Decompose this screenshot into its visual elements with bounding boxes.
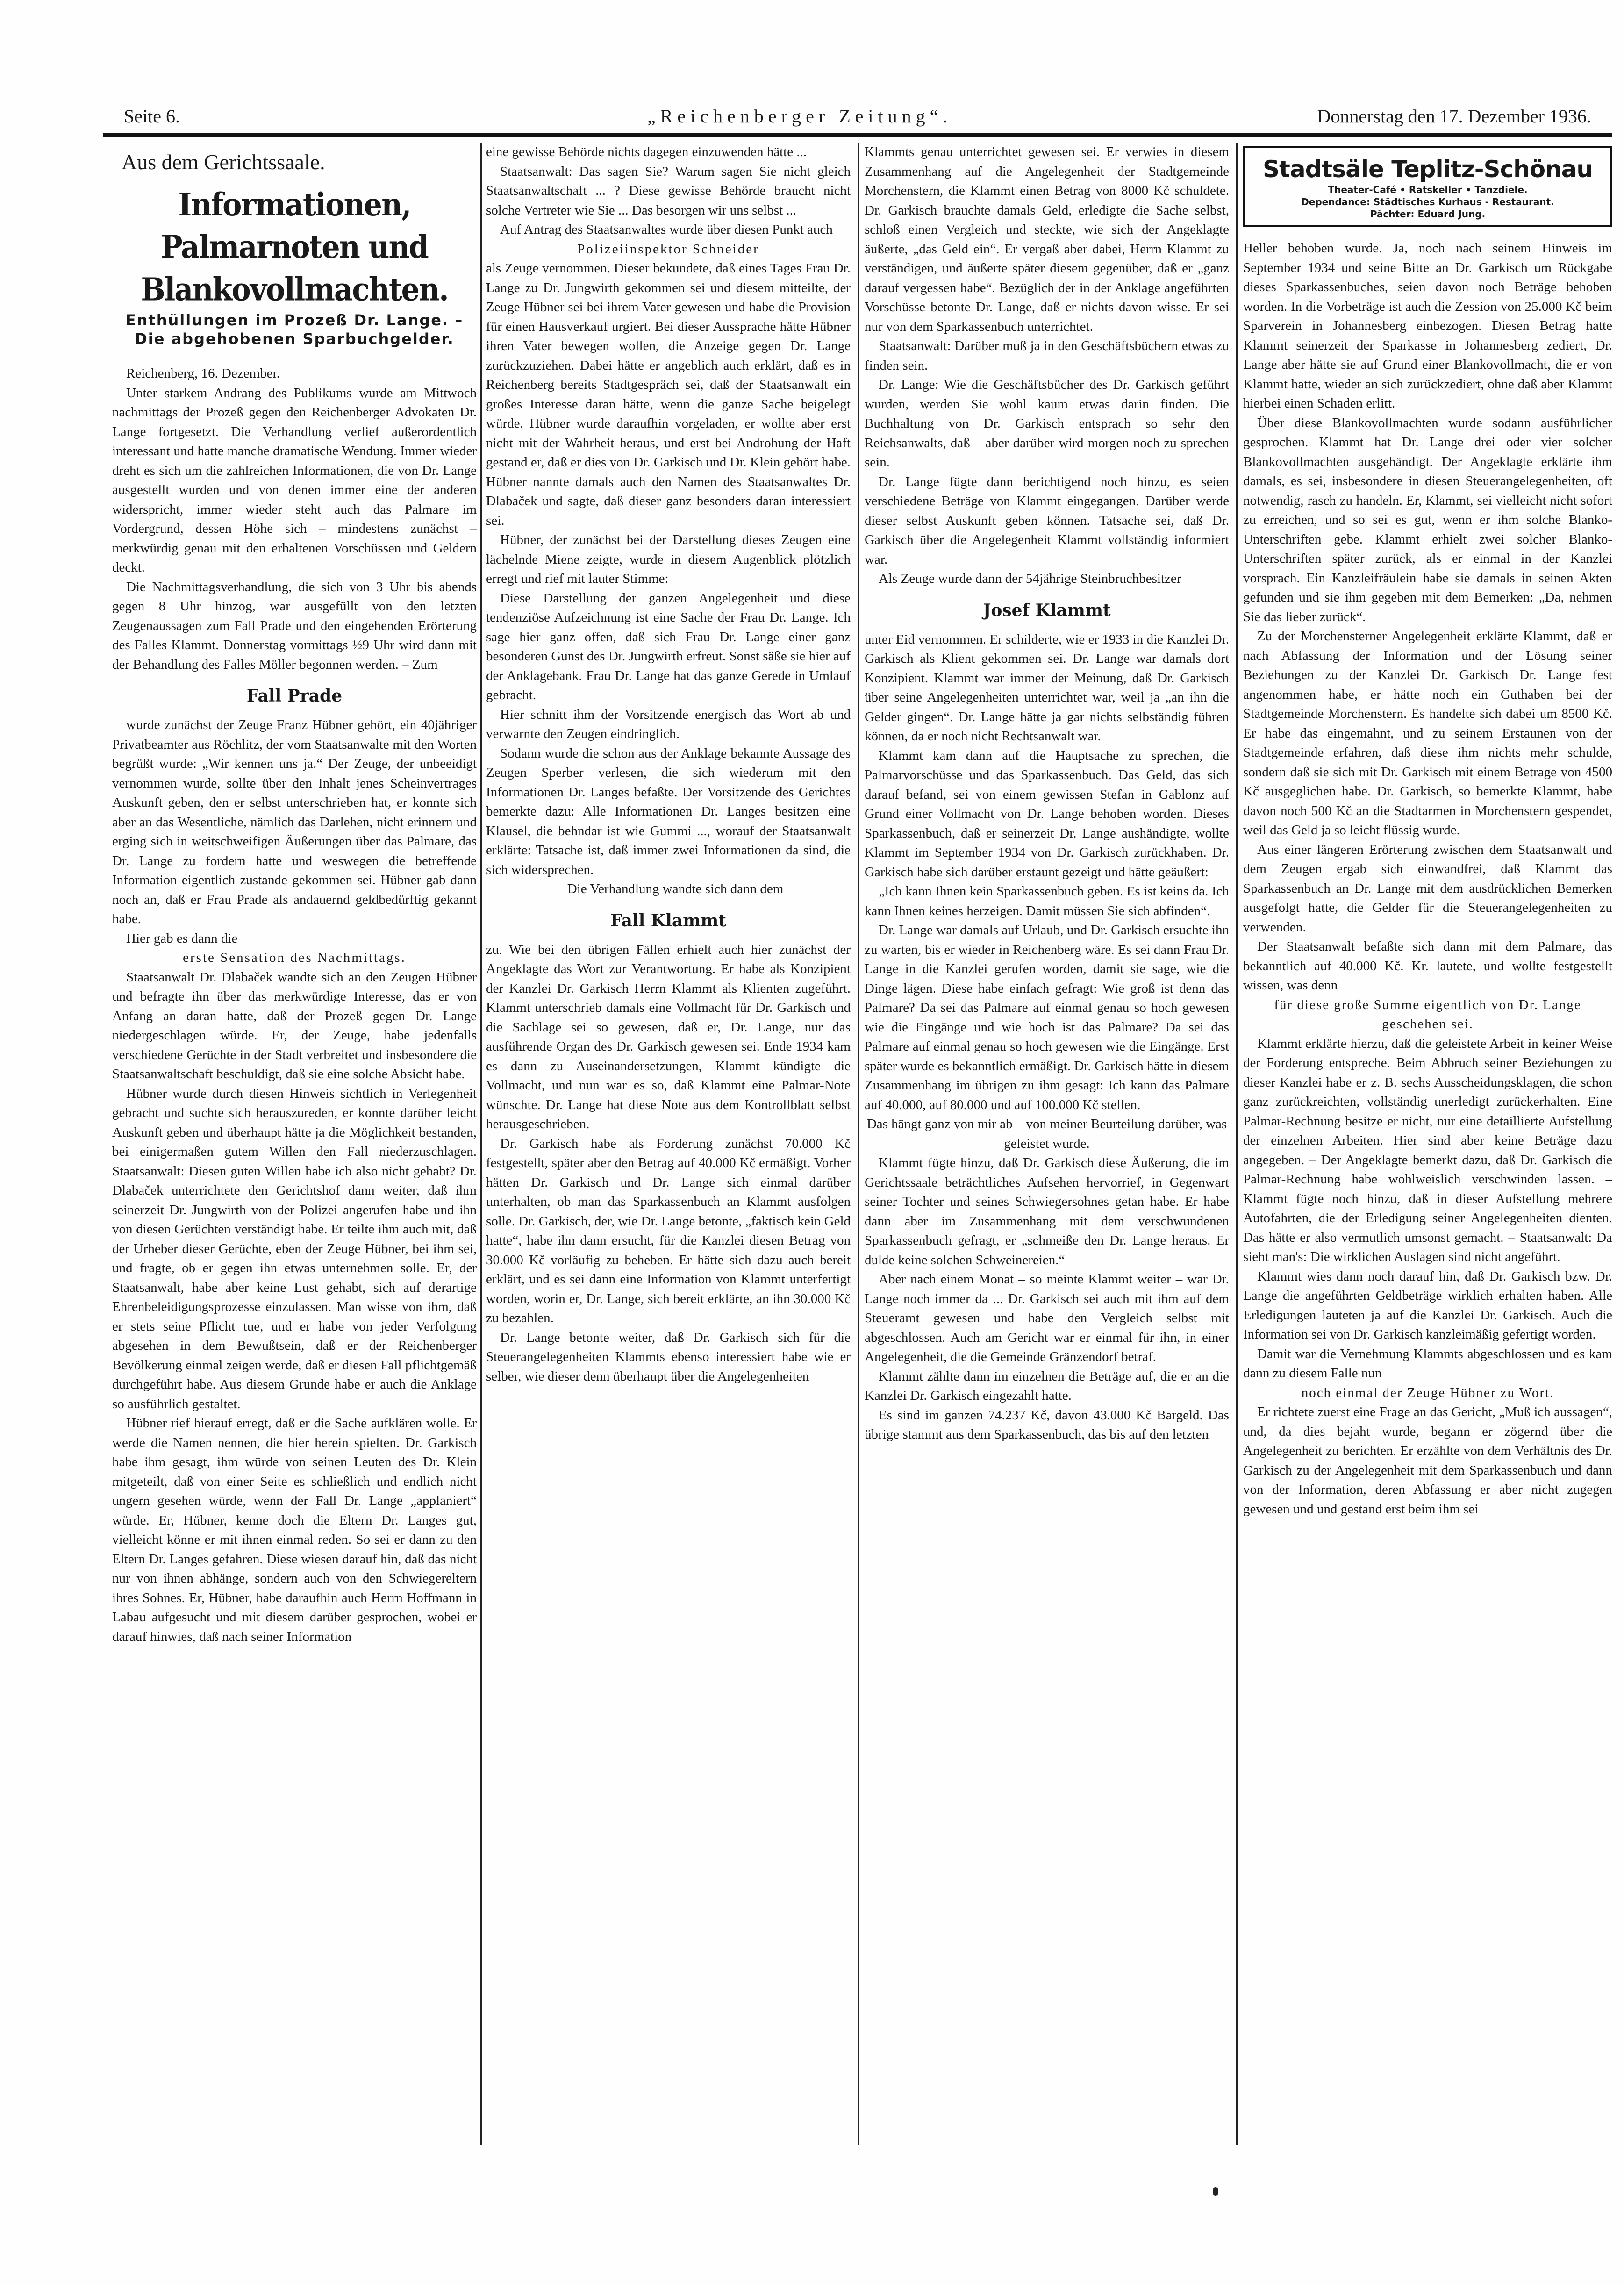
paragraph: Er richtete zuerst eine Frage an das Gericht, „Muß ich aussagen“, und, da dies bejaht wurde, begann er zögernd über die Angelegenheit zu berichten. Er erzählte von dem Verhältnis des Dr. Garkisch zu der Angelegenheit mit dem Sparkassenbuch und dann von der Information, deren Abfassung er aber nicht zugegen gewesen und und gestand erst beim ihm sei bbox=[1243, 1404, 1612, 1517]
paragraph: für diese große Summe eigentlich von Dr. Lange geschehen sei. bbox=[1274, 997, 1581, 1031]
paragraph: Das hängt ganz von mir ab – von meiner Beurteilung darüber, was geleistet wurde. bbox=[866, 1117, 1227, 1151]
paragraph: Über diese Blankovollmachten wurde sodann ausführlicher gesprochen. Klammt hat Dr. Lange drei oder vier solcher Blankovollmachten ausgehändigt. Der Angeklagte erklärte ihm damals, es sei, insbesondere in diesen Steuerangelegenheiten, oft notwendig, rasch zu handeln. Er, Klammt, sei vielleicht nicht sofort zu erreichen, und so sei es gut, wenn er ihm solche Blanko-Unterschriften gebe. Klammt erhielt zwei solcher Blanko-Unterschriften später zurück, als er einmal in der Kanzlei vorsprach. Ein Kanzleifräulein habe sie damals in seinen Akten gefunden und sie ihm gegeben mit dem Bemerken: „Da, nehmen Sie das lieber zurück“. bbox=[1243, 415, 1612, 624]
paragraph: eine gewisse Behörde nichts dagegen einzuwenden hätte ... bbox=[486, 144, 807, 159]
paragraph: Staatsanwalt: Darüber muß ja in den Geschäftsbüchern etwas zu finden sein. bbox=[865, 338, 1229, 373]
page-number: Seite 6. bbox=[124, 106, 180, 127]
paragraph: noch einmal der Zeuge Hübner zu Wort. bbox=[1301, 1385, 1554, 1400]
subheading: Josef Klammt bbox=[983, 600, 1111, 620]
paragraph: Hübner, der zunächst bei der Darstellung dieses Zeugen eine lächelnde Miene zeigte, wurde in diesem Augenblick plötzlich erregt und rief mit lauter Stimme: bbox=[486, 532, 851, 586]
dateline: Reichenberg, 16. Dezember. bbox=[126, 366, 280, 381]
paragraph: Dr. Lange fügte dann berichtigend noch hinzu, es seien verschiedene Beträge von Klammt eingegangen. Darüber werde dieser selbst Auskunft geben können. Tatsache sei, daß Dr. Garkisch über die Angelegenheit Klammt vollständig informiert war. bbox=[865, 474, 1229, 567]
paragraph: zu. Wie bei den übrigen Fällen erhielt auch hier zunächst der Angeklagte das Wort zur Verantwortung. Er habe als Konzipient der Kanzlei Dr. Garkisch Herrn Klammt als Klienten zugeführt. Klammt unterschrieb damals eine Vollmacht für Dr. Garkisch und die Sachlage sei so gewesen, daß er, Dr. Lange, nur das ausführende Organ des Dr. Garkisch gewesen sei. Ende 1934 kam es dann zu Auseinandersetzungen, Klammt kündigte die Vollmacht, und nun war es so, daß Klammt eine Palmar-Note wünschte. Dr. Lange hat diese Note aus dem Kontrollblatt selbst herausgeschrieben. bbox=[486, 942, 851, 1132]
paragraph: Klammt fügte hinzu, daß Dr. Garkisch diese Äußerung, die im Gerichtssaale beträchtliches Aufsehen hervorrief, in Gegenwart seiner Tochter und seines Schwiegersohnes getan habe. Er habe dann aber im Zusammenhang mit dem verschwundenen Sparkassenbuch gefragt, er „schmeiße den Dr. Lange heraus. Er dulde keine solchen Schweinereien.“ bbox=[865, 1155, 1229, 1268]
paragraph: „Ich kann Ihnen kein Sparkassenbuch geben. Es ist keins da. Ich kann Ihnen keines herzeigen. Damit müssen Sie sich abfinden“. bbox=[865, 884, 1229, 918]
paragraph: Klammt wies dann noch darauf hin, daß Dr. Garkisch bzw. Dr. Lange die angeführten Geldbeträge wirklich erhalten haben. Alle Erledigungen lauteten ja auf die Kanzlei Dr. Garkisch. Auch die Information sei von Dr. Garkisch kanzleimäßig gefertigt worden. bbox=[1243, 1268, 1612, 1342]
paragraph: unter Eid vernommen. Er schilderte, wie er 1933 in die Kanzlei Dr. Garkisch als Klient gekommen sei. Dr. Lange war damals dort Konzipient. Klammt war immer der Meinung, daß Dr. Garkisch über seine Angelegenheiten unterrichtet war, weil ja „an ihn die Gelder gingen“. Dr. Lange hätte ja gar nichts selbständig führen können, da er noch nicht Rechtsanwalt war. bbox=[865, 631, 1229, 744]
paragraph: Klammt erklärte hierzu, daß die geleistete Arbeit in keiner Weise der Forderung entspreche. Beim Abbruch seiner Beziehungen zu dieser Kanzlei habe er z. B. sechs Ausscheidungsklagen, die schon ganz zurückreichten, vollständig unerledigt zurückerhalten. Eine Palmar-Rechnung besitze er nicht, nur eine detaillierte Aufstellung der einzelnen Arbeiten. Hier sind aber keine Beträge dazu angegeben. – Der Angeklagte bemerkt dazu, daß Dr. Garkisch die Palmar-Rechnung habe wohlweislich verschwinden lassen. – Klammt fügte noch hinzu, daß in dieser Aufstellung mehrere Autofahrten, die der Erledigung seiner Angelegenheiten dienten. Das hätte er also vermutlich umsonst gemacht. – Staatsanwalt: Da sieht man's: Die wirklichen Auslagen sind nicht angeführt. bbox=[1243, 1036, 1612, 1264]
paragraph: Polizeiinspektor Schneider bbox=[577, 241, 759, 257]
advertisement-box bbox=[1243, 146, 1612, 227]
paragraph: Auf Antrag des Staatsanwaltes wurde über diesen Punkt auch bbox=[500, 222, 833, 237]
column-3 bbox=[865, 143, 1229, 2145]
paragraph: Klammt kam dann auf die Hauptsache zu sprechen, die Palmarvorschüsse und das Sparkassenbuch. Das Geld, das sich darauf befand, sei von einem gewissen Stefan in Gablonz auf Grund einer Vollmacht von Dr. Lange behoben worden. Dieses Sparkassenbuch, daß er seinerzeit Dr. Lange aushändigte, wollte Klammt im September 1934 von Dr. Garkisch zurückhaben. Dr. Garkisch habe sich darüber erstaunt gezeigt und hätte geäußert: bbox=[865, 748, 1229, 880]
paragraph: Aus einer längeren Erörterung zwischen dem Staatsanwalt und dem Zeugen ergab sich einwandfrei, daß Klammt das Sparkassenbuch an Dr. Lange mit dem ausdrücklichen Bemerken ausgefolgt hatte, die Gelder für die Steuerangelegenheiten zu verwenden. bbox=[1243, 842, 1612, 935]
article-headline: Informationen, Palmarnoten und Blankovollmachten. bbox=[141, 186, 448, 308]
paragraph: Dr. Lange war damals auf Urlaub, und Dr. Garkisch ersuchte ihn zu warten, bis er wieder in Reichenberg wäre. Es sei dann Frau Dr. Lange in die Kanzlei gerufen worden, damit sie sage, wie die Dinge lägen. Diese habe einfach gefragt: Wie groß ist denn das Palmare? Da sei das Palmare auf einmal genau so hoch gewesen wie die Eingänge und wie hoch ist das Palmare? Da sei das Palmare auf einmal genau so hoch gewesen wie die Eingänge. Erst später wurde es bekanntlich ermäßigt. Dr. Garkisch hätte in diesem Zusammenhang im übrigen zu ihm gesagt: Ich kann das Palmare auf 40.000, auf 80.000 und auf 100.000 Kč stellen. bbox=[865, 923, 1229, 1112]
paragraph: Aber nach einem Monat – so meinte Klammt weiter – war Dr. Lange noch immer da ... Dr. Garkisch sei auch mit ihm auf dem Steueramt gewesen und habe den Vergleich selbst mit abgeschlossen. Auch am Gericht war er einmal für ihn, in einer Angelegenheit, die die Gemeinde Gränzendorf betraf. bbox=[865, 1272, 1229, 1364]
paragraph: Hier gab es dann die bbox=[126, 931, 238, 946]
subheading: Fall Klammt bbox=[610, 910, 726, 931]
paragraph: Die Verhandlung wandte sich dann dem bbox=[567, 881, 784, 896]
column-1 bbox=[112, 143, 477, 2145]
section-kicker: Aus dem Gerichtssaale. bbox=[122, 150, 325, 174]
article-subhead: Enthüllungen im Prozeß Dr. Lange. – Die abgehobenen Sparbuchgelder. bbox=[125, 311, 464, 348]
paragraph: Staatsanwalt: Das sagen Sie? Warum sagen Sie nicht gleich Staatsanwaltschaft ... ? Diese gewisse Behörde braucht nicht solche Vertreter wie Sie ... Das besorgen wir uns selbst ... bbox=[486, 164, 851, 218]
column-4 bbox=[1243, 143, 1612, 2145]
header-rule bbox=[103, 133, 1612, 137]
paragraph: Sodann wurde die schon aus der Anklage bekannte Aussage des Zeugen Sperber verlesen, die sich wiederum mit den Informationen Dr. Langes befaßte. Der Vorsitzende des Gerichtes bemerkte dazu: Alle Informationen Dr. Langes besitzen eine Klausel, die behndar ist wie Gummi ..., worauf der Staatsanwalt erklärte: Tatsache ist, daß immer zwei Informationen da sind, die sich widersprechen. bbox=[486, 745, 851, 877]
paragraph: Klammt zählte dann im einzelnen die Beträge auf, die er an die Kanzlei Dr. Garkisch eingezahlt hatte. bbox=[865, 1368, 1229, 1403]
ink-speck bbox=[1213, 2187, 1218, 2196]
paragraph: Dr. Lange: Wie die Geschäftsbücher des Dr. Garkisch geführt wurden, werden Sie wohl kaum etwas darin finden. Die Buchhaltung von Dr. Garkisch entsprach so sehr den Reichsanwalts, daß – aber darüber wird morgen noch zu sprechen sein. bbox=[865, 377, 1229, 470]
paragraph: Der Staatsanwalt befaßte sich dann mit dem Palmare, das bekanntlich auf 40.000 Kč. Kr. lautete, und wollte festgestellt wissen, was denn bbox=[1243, 939, 1612, 993]
paragraph: Diese Darstellung der ganzen Angelegenheit und diese tendenziöse Aufzeichnung ist eine Sache der Frau Dr. Lange. Ich sage hier ganz offen, daß sich Frau Dr. Lange einer ganz besonderen Gunst des Dr. Jungwirth erfreut. Sonst säße sie hier auf der Anklagebank. Frau Dr. Lange hat das ganze Gerede in Umlauf gebracht. bbox=[486, 590, 851, 702]
advertisement-title: Stadtsäle Teplitz-Schönau bbox=[1262, 156, 1593, 183]
paragraph: Staatsanwalt Dr. Dlabaček wandte sich an den Zeugen Hübner und befragte ihn über das merkwürdige Interesse, das er von Anfang an daran hatte, daß der Prozeß gegen Dr. Lange niedergeschlagen würde. Er, der Zeuge, habe jedenfalls verschiedene Gerüchte in der Stadt verbreitet und insbesondere die Staatsanwaltschaft beschuldigt, daß sie eine solche Absicht habe. bbox=[112, 969, 477, 1082]
newspaper-title: „Reichenberger Zeitung“. bbox=[647, 106, 952, 127]
paragraph: Hier schnitt ihm der Vorsitzende energisch das Wort ab und verwarnte den Zeugen eindringlich. bbox=[486, 707, 851, 741]
paragraph: Unter starkem Andrang des Publikums wurde am Mittwoch nachmittags der Prozeß gegen den Reichenberger Advokaten Dr. Lange fortgesetzt. Die Verhandlung verlief außerordentlich interessant und hatte manche dramatische Wendung. Immer wieder dreht es sich um die zahlreichen Informationen, die von Dr. Lange ausgestellt wurden und von denen immer eine der anderen widerspricht, immer wieder steht auch das Palmare im Vordergrund, dessen Höhe sich – mindestens zunächst – merkwürdig genau mit den erhaltenen Vorschüssen und Geldern deckt. bbox=[112, 385, 477, 575]
paragraph: Hübner rief hierauf erregt, daß er die Sache aufklären wolle. Er werde die Namen nennen, die hier herein spielten. Dr. Garkisch habe ihm gesagt, ihm würde von seinen Leuten des Dr. Klein mitgeteilt, daß von einer Seite es schließlich und endlich nicht ungern gesehen würde, wenn der Fall Dr. Lange „applaniert“ würde. Er, Hübner, kenne doch die Eltern Dr. Langes gut, vielleicht könne er mit ihnen einmal reden. So sei er dann zu den Eltern Dr. Langes gefahren. Diese wiesen darauf hin, daß das nicht nur von ihnen abhänge, sondern auch von den Schwiegereltern ihres Sohnes. Er, Hübner, habe daraufhin auch Herrn Hoffmann in Labau aufgesucht und mit diesem darüber gesprochen, wobei er darauf hinwies, daß nach seiner Information bbox=[112, 1416, 477, 1644]
paragraph: Es sind im ganzen 74.237 Kč, davon 43.000 Kč Bargeld. Das übrige stammt aus dem Sparkassenbuch, das bis auf den letzten bbox=[865, 1407, 1229, 1442]
paragraph: erste Sensation des Nachmittags. bbox=[183, 950, 406, 965]
column-divider bbox=[858, 143, 859, 2145]
paragraph: Als Zeuge wurde dann der 54jährige Steinbruchbesitzer bbox=[879, 571, 1181, 586]
paragraph: als Zeuge vernommen. Dieser bekundete, daß eines Tages Frau Dr. Lange zu Dr. Jungwirth gekommen sei und diesem mitteilte, der Zeuge Hübner sei bei ihrem Vater gewesen und habe die Provision für einen Hausverkauf urgiert. Bei dieser Aussprache hätte Hübner ihren Vater bewegen wollen, die Anzeige gegen Dr. Lange zurückzuziehen. Dabei hätte er angeblich auch erklärt, daß es in Reichenberg bereits Stadtgespräch sei, daß der Staatsanwalt ein großes Interesse daran hätte, wenn die ganze Sache beigelegt würde. Hübner wurde daraufhin vorgeladen, er wollte aber erst nicht mit der Wahrheit heraus, und erst bei Androhung der Haft gestand er, daß er dies von Dr. Garkisch und Dr. Klein gehört habe. Hübner nannte damals auch den Namen des Staatsanwaltes Dr. Dlabaček und sagte, daß dieser ganz besonders daran interessiert sei. bbox=[486, 261, 851, 528]
paragraph: Zu der Morchensterner Angelegenheit erklärte Klammt, daß er nach Abfassung der Information und der Lösung seiner Beziehungen zu der Kanzlei Dr. Garkisch Dr. Lange fest angenommen habe, er hätte noch ein Guthaben bei der Stadtgemeinde Morchenstern. Es handelte sich dabei um 8500 Kč. Er habe das eingemahnt, und zu seinem Erstaunen von der Stadtgemeinde erfahren, daß diese ihm nichts mehr schulde, sondern daß sie sich mit Dr. Garkisch mit einem Betrage von 4500 Kč ausgeglichen habe. Dr. Garkisch, so bemerkte Klammt, habe davon noch 500 Kč an die Stadtarmen in Morchenstern gespendet, weil das Geld ja so leicht flüssig wurde. bbox=[1243, 629, 1612, 838]
issue-date: Donnerstag den 17. Dezember 1936. bbox=[1317, 106, 1591, 127]
paragraph: Dr. Garkisch habe als Forderung zunächst 70.000 Kč festgestellt, später aber den Betrag auf 40.000 Kč ermäßigt. Vorher hätten Dr. Garkisch und Dr. Lange sich einmal darüber unterhalten, ob man das Sparkassenbuch an Klammt ausfolgen solle. Dr. Garkisch, der, wie Dr. Lange betonte, „faktisch kein Geld hatte“, habe ihn dann ersucht, für die Kanzlei diesen Betrag von 30.000 Kč vorläufig zu beheben. Er hätte sich dazu auch bereit erklärt, und es sei dann eine Information von Klammt unterfertigt worden, worin er, Dr. Lange, sich bereit erklärte, an ihn 30.000 Kč zu bezahlen. bbox=[486, 1136, 851, 1325]
paragraph: wurde zunächst der Zeuge Franz Hübner gehört, ein 40jähriger Privatbeamter aus Röchlitz, der vom Staatsanwalte mit den Worten begrüßt wurde: „Wir kennen uns ja.“ Der Zeuge, der unbeeidigt vernommen wurde, sollte über den Inhalt jenes Scheinvertrages Auskunft geben, den er selbst unterschrieben hat, er konnte sich aber an das Wesentliche, nämlich das Darlehen, nicht erinnern und erging sich in weitschweifigen Äußerungen über das Palmare, das Dr. Lange zu fordern hatte und weswegen die betreffende Information eigentlich zustande gekommen sei. Hübner gab dann noch an, daß er Frau Prade als andauernd geldbedürftig gekannt habe. bbox=[112, 717, 477, 926]
paragraph: Klammts genau unterrichtet gewesen sei. Er verwies in diesem Zusammenhang auf die Angelegenheit der Stadtgemeinde Morchenstern, die Klammt einen Betrag von 8000 Kč schuldete. Dr. Garkisch brauchte damals Geld, erledigte die Sache selbst, schloß einen Vergleich und steckte, wie sich der Angeklagte äußerte, „das Geld ein“. Er vergaß aber dabei, Herrn Klammt zu verständigen, und äußerte später diesem gegenüber, daß er „ganz darauf vergessen habe“. Bezüglich der in der Anklage angeführten Vorschüsse betonte Dr. Lange, daß er nichts davon wisse. Er sei nur von dem Sparkassenbuch unterrichtet. bbox=[865, 144, 1229, 334]
advertisement-line: Pächter: Eduard Jung. bbox=[1370, 208, 1486, 220]
paragraph: Dr. Lange betonte weiter, daß Dr. Garkisch sich für die Steuerangelegenheiten Klammts ebenso interessiert habe wie er selber, wie dieser denn überhaupt über die Angelegenheiten bbox=[486, 1330, 851, 1384]
paragraph: Hübner wurde durch diesen Hinweis sichtlich in Verlegenheit gebracht und suchte sich herauszureden, er konnte darüber leicht Auskunft geben und überhaupt hätte ja die Möglichkeit bestanden, bei einigermaßen gutem Willen den Fall niederzuschlagen. Staatsanwalt: Diesen guten Willen habe ich also nicht gehabt? Dr. Dlabaček unterrichtete den Gerichtshof dann weiter, daß ihm seinerzeit Dr. Jungwirth von der Polizei angerufen habe und ihn von diesen Gerüchten verständigt habe. Er teilte ihm auch mit, daß der Urheber dieser Gerüchte, eben der Zeuge Hübner, bei ihm sei, und fragte, ob er gegen ihn etwas unternehmen solle. Er, der Staatsanwalt, habe aber keine Lust gehabt, sich auf derartige Ehrenbeleidigungsprozesse einzulassen. Man wisse von ihm, daß er stets seine Pflicht tue, und er habe von jeder Verfolgung abgesehen in dem Bewußtsein, daß er der Reichenberger Bevölkerung einmal zeigen werde, daß er diesen Fall pflichtgemäß durchgeführt habe. Aus diesem Grunde habe er auch die Anklage so ausführlich gestaltet. bbox=[112, 1086, 477, 1411]
subheading: Fall Prade bbox=[246, 686, 343, 706]
paragraph: Damit war die Vernehmung Klammts abgeschlossen und es kam dann zu diesem Falle nun bbox=[1243, 1346, 1612, 1381]
advertisement-line: Dependance: Städtisches Kurhaus - Restaurant. bbox=[1301, 196, 1554, 208]
column-divider bbox=[480, 143, 482, 2145]
paragraph: Heller behoben wurde. Ja, noch nach seinem Hinweis im September 1934 und seine Bitte an Dr. Garkisch um Rückgabe dieses Sparkassenbuches, seien davon noch Beträge behoben worden. In die Vorbeträge ist auch die Zession von 25.000 Kč beim Sparverein in Johannesberg einbezogen. Diesen Betrag hatte Klammt seinerzeit der Sparkasse in Johannesberg zediert, Dr. Lange aber hätte sie auf Grund einer Blankovollmacht, die er von Klammt hatte, wieder an sich zurückzediert, ohne daß aber Klammt hierbei einen Schaden erlitt. bbox=[1243, 241, 1612, 411]
column-2 bbox=[486, 143, 851, 2145]
column-divider bbox=[1236, 143, 1238, 2145]
advertisement-line: Theater-Café • Ratskeller • Tanzdiele. bbox=[1328, 184, 1528, 195]
page-header bbox=[124, 100, 1591, 133]
paragraph: Die Nachmittagsverhandlung, die sich von 3 Uhr bis abends gegen 8 Uhr hinzog, war ausgefüllt von den letzten Zeugenaussagen zum Fall Prade und den eingehenden Erörterung des Falles Klammt. Donnerstag vormittags ½9 Uhr wird dann mit der Behandlung des Falles Möller begonnen werden. – Zum bbox=[112, 579, 477, 672]
